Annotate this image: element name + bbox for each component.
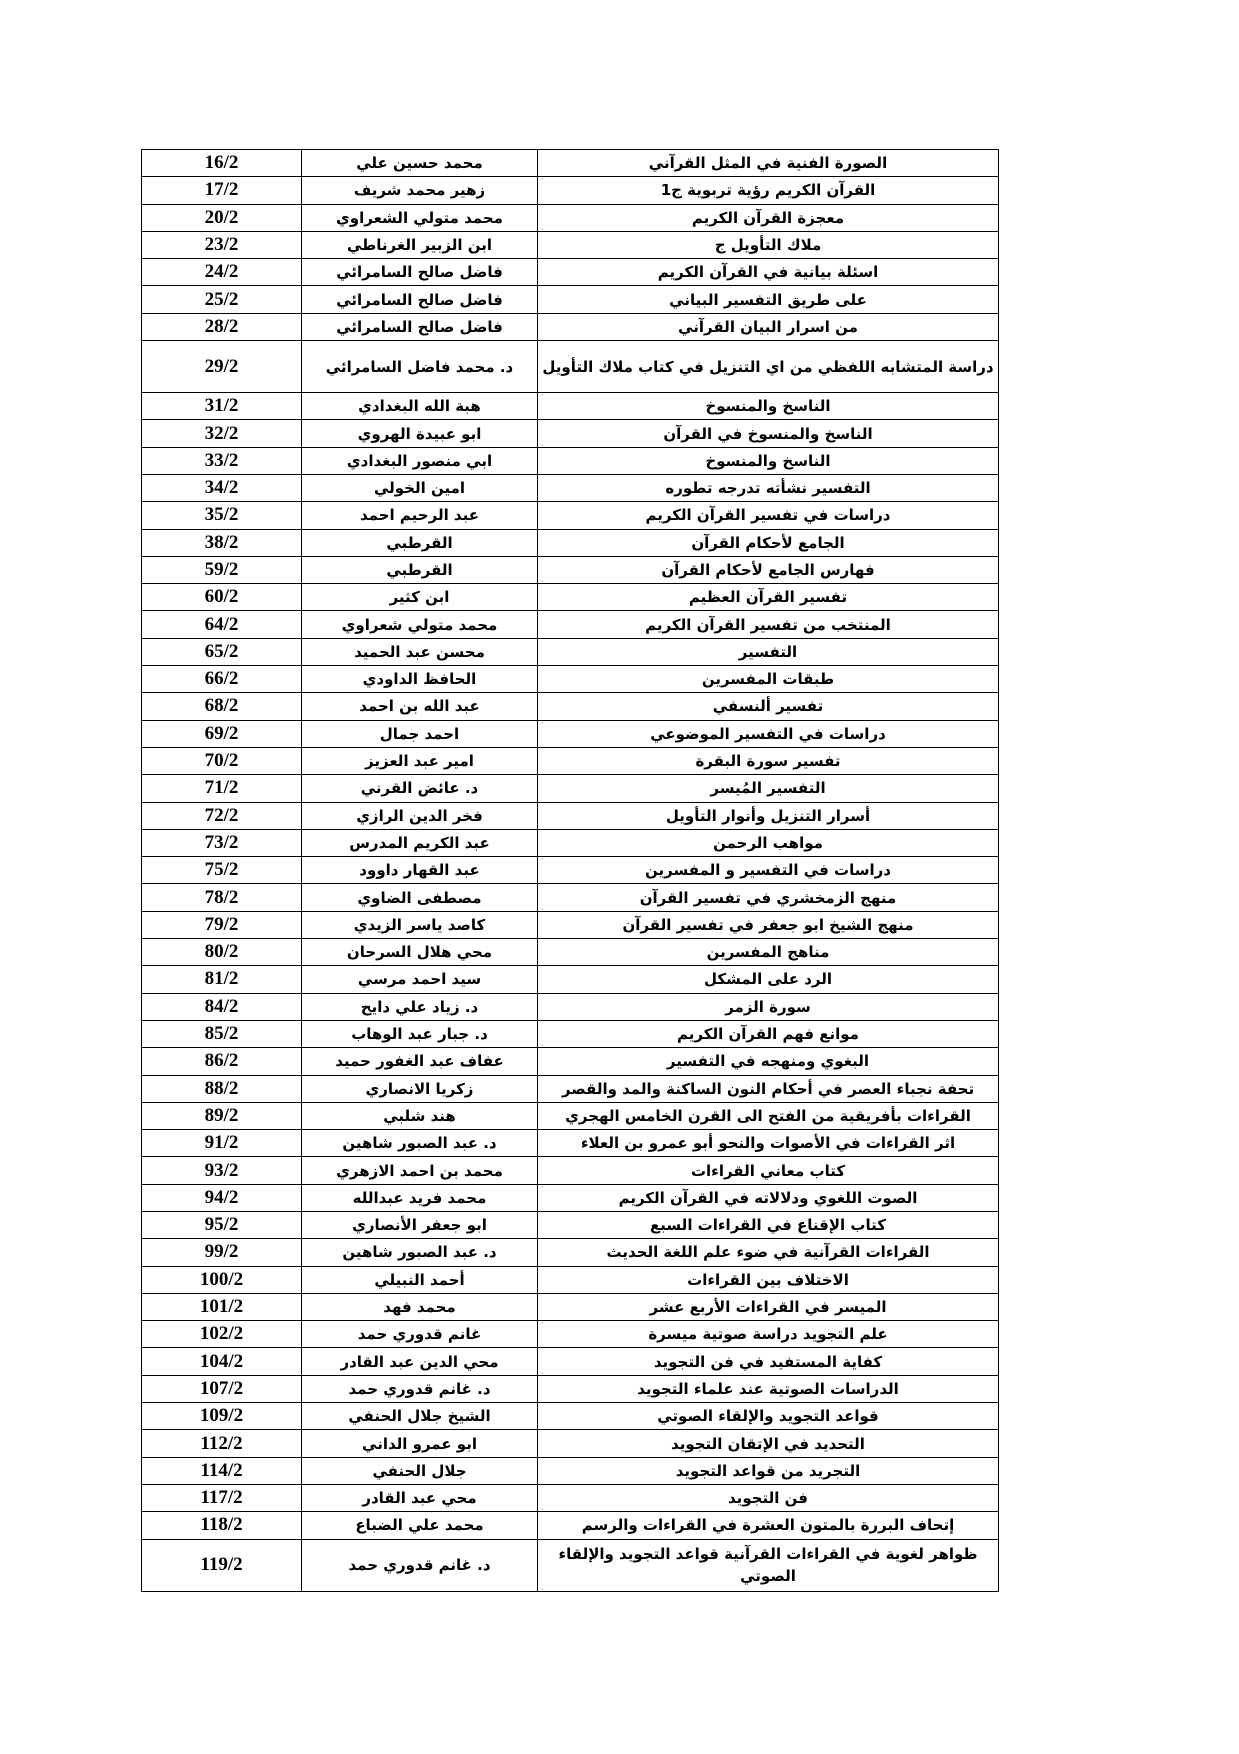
call-number-cell: 29/2 — [142, 341, 302, 393]
author-cell: محمد علي الضباع — [302, 1512, 538, 1539]
table-row — [142, 1512, 999, 1539]
author-cell: محمد فريد عبدالله — [302, 1184, 538, 1211]
table-row — [142, 1375, 999, 1402]
call-number-cell: 102/2 — [142, 1321, 302, 1348]
title-cell: القرآن الكريم رؤية تربوية ج1 — [538, 177, 999, 204]
title-cell: الصوت اللغوي ودلالاته في القرآن الكريم — [538, 1184, 999, 1211]
table-row — [142, 584, 999, 611]
call-number-cell: 81/2 — [142, 966, 302, 993]
title-cell: الاختلاف بين القراءات — [538, 1266, 999, 1293]
table-row — [142, 720, 999, 747]
table-row — [142, 341, 999, 393]
title-cell: دراسات في تفسير القرآن الكريم — [538, 502, 999, 529]
author-cell: محي الدين عبد القادر — [302, 1348, 538, 1375]
table-row — [142, 529, 999, 556]
author-cell: محسن عبد الحميد — [302, 638, 538, 665]
call-number-cell: 38/2 — [142, 529, 302, 556]
author-cell: محمد متولي شعراوي — [302, 611, 538, 638]
call-number-cell: 117/2 — [142, 1484, 302, 1511]
title-cell: إتحاف البررة بالمتون العشرة في القراءات والرسم — [538, 1512, 999, 1539]
table-row — [142, 474, 999, 501]
table-row — [142, 1484, 999, 1511]
author-cell: عفاف عبد الغفور حميد — [302, 1048, 538, 1075]
title-cell: كتاب الإقناع في القراءات السبع — [538, 1211, 999, 1238]
call-number-cell: 34/2 — [142, 474, 302, 501]
call-number-cell: 75/2 — [142, 857, 302, 884]
call-number-cell: 100/2 — [142, 1266, 302, 1293]
title-cell: القراءات القرآنية في ضوء علم اللغة الحديث — [538, 1239, 999, 1266]
call-number-cell: 107/2 — [142, 1375, 302, 1402]
table-row — [142, 1266, 999, 1293]
title-cell: مواهب الرحمن — [538, 829, 999, 856]
call-number-cell: 119/2 — [142, 1539, 302, 1591]
call-number-cell: 23/2 — [142, 231, 302, 258]
author-cell: د. جبار عبد الوهاب — [302, 1020, 538, 1047]
author-cell: ابن كثير — [302, 584, 538, 611]
title-cell: على طريق التفسير البياني — [538, 286, 999, 313]
table-row — [142, 204, 999, 231]
title-cell: سورة الزمر — [538, 993, 999, 1020]
author-cell: زهير محمد شريف — [302, 177, 538, 204]
title-cell: التفسير نشأته تدرجه تطوره — [538, 474, 999, 501]
table-row — [142, 1239, 999, 1266]
title-cell: تفسير القرآن العظيم — [538, 584, 999, 611]
table-row — [142, 747, 999, 774]
table-row — [142, 1348, 999, 1375]
table-row — [142, 666, 999, 693]
title-cell: التجريد من قواعد التجويد — [538, 1457, 999, 1484]
call-number-cell: 16/2 — [142, 150, 302, 177]
table-row — [142, 1403, 999, 1430]
title-cell: فن التجويد — [538, 1484, 999, 1511]
author-cell: القرطبي — [302, 529, 538, 556]
title-cell: معجزة القرآن الكريم — [538, 204, 999, 231]
call-number-cell: 24/2 — [142, 259, 302, 286]
title-cell: ظواهر لغوية في القراءات القرآنية قواعد التجويد والإلقاء الصوتي — [538, 1539, 999, 1591]
table-row — [142, 1157, 999, 1184]
author-cell: غانم قدوري حمد — [302, 1321, 538, 1348]
author-cell: جلال الحنفي — [302, 1457, 538, 1484]
call-number-cell: 109/2 — [142, 1403, 302, 1430]
table-row — [142, 611, 999, 638]
table-row — [142, 693, 999, 720]
title-cell: طبقات المفسرين — [538, 666, 999, 693]
author-cell: امين الخولي — [302, 474, 538, 501]
call-number-cell: 66/2 — [142, 666, 302, 693]
table-row — [142, 420, 999, 447]
title-cell: الدراسات الصوتية عند علماء التجويد — [538, 1375, 999, 1402]
table-row — [142, 556, 999, 583]
author-cell: امير عبد العزيز — [302, 747, 538, 774]
table-row — [142, 313, 999, 340]
author-cell: فاضل صالح السامرائي — [302, 259, 538, 286]
table-row — [142, 966, 999, 993]
table-row — [142, 911, 999, 938]
title-cell: التفسير — [538, 638, 999, 665]
author-cell: فاضل صالح السامرائي — [302, 286, 538, 313]
call-number-cell: 33/2 — [142, 447, 302, 474]
author-cell: محمد حسين علي — [302, 150, 538, 177]
title-cell: الناسخ والمنسوخ — [538, 447, 999, 474]
table-row — [142, 1539, 999, 1591]
call-number-cell: 78/2 — [142, 884, 302, 911]
call-number-cell: 84/2 — [142, 993, 302, 1020]
table-row — [142, 1430, 999, 1457]
call-number-cell: 32/2 — [142, 420, 302, 447]
author-cell: محي هلال السرحان — [302, 939, 538, 966]
author-cell: عبد الله بن احمد — [302, 693, 538, 720]
title-cell: دراسات في التفسير الموضوعي — [538, 720, 999, 747]
title-cell: الجامع لأحكام القرآن — [538, 529, 999, 556]
call-number-cell: 88/2 — [142, 1075, 302, 1102]
table-row — [142, 1321, 999, 1348]
author-cell: د. محمد فاضل السامرائي — [302, 341, 538, 393]
call-number-cell: 64/2 — [142, 611, 302, 638]
author-cell: فخر الدين الرازي — [302, 802, 538, 829]
call-number-cell: 91/2 — [142, 1130, 302, 1157]
title-cell: الميسر في القراءات الأربع عشر — [538, 1293, 999, 1320]
title-cell: المنتخب من تفسير القرآن الكريم — [538, 611, 999, 638]
author-cell: د. عبد الصبور شاهين — [302, 1239, 538, 1266]
call-number-cell: 59/2 — [142, 556, 302, 583]
call-number-cell: 94/2 — [142, 1184, 302, 1211]
table-row — [142, 177, 999, 204]
call-number-cell: 114/2 — [142, 1457, 302, 1484]
author-cell: زكريا الانصاري — [302, 1075, 538, 1102]
table-row — [142, 993, 999, 1020]
author-cell: محمد فهد — [302, 1293, 538, 1320]
author-cell: محي عبد القادر — [302, 1484, 538, 1511]
author-cell: هند شلبي — [302, 1102, 538, 1129]
author-cell: د. عائض القرني — [302, 775, 538, 802]
call-number-cell: 68/2 — [142, 693, 302, 720]
author-cell: د. غانم قدوري حمد — [302, 1375, 538, 1402]
title-cell: تحفة نجباء العصر في أحكام النون الساكنة والمد والقصر — [538, 1075, 999, 1102]
title-cell: اثر القراءات في الأصوات والنحو أبو عمرو بن العلاء — [538, 1130, 999, 1157]
table-row — [142, 775, 999, 802]
author-cell: كاصد ياسر الزيدي — [302, 911, 538, 938]
author-cell: د. غانم قدوري حمد — [302, 1539, 538, 1591]
call-number-cell: 89/2 — [142, 1102, 302, 1129]
table-row — [142, 1211, 999, 1238]
call-number-cell: 101/2 — [142, 1293, 302, 1320]
table-row — [142, 829, 999, 856]
book-catalog-table — [141, 149, 999, 1592]
table-row — [142, 502, 999, 529]
call-number-cell: 69/2 — [142, 720, 302, 747]
table-row — [142, 1048, 999, 1075]
call-number-cell: 118/2 — [142, 1512, 302, 1539]
title-cell: كفاية المستفيد في فن التجويد — [538, 1348, 999, 1375]
catalog-body — [142, 150, 999, 1592]
author-cell: سيد احمد مرسي — [302, 966, 538, 993]
title-cell: منهج الشيخ ابو جعفر في تفسير القرآن — [538, 911, 999, 938]
call-number-cell: 28/2 — [142, 313, 302, 340]
table-row — [142, 939, 999, 966]
table-row — [142, 1457, 999, 1484]
title-cell: دراسات في التفسير و المفسرين — [538, 857, 999, 884]
author-cell: أحمد النبيلي — [302, 1266, 538, 1293]
call-number-cell: 80/2 — [142, 939, 302, 966]
title-cell: دراسة المتشابه اللفظي من اي التنزيل في كتاب ملاك التأويل — [538, 341, 999, 393]
title-cell: تفسير ألنسفي — [538, 693, 999, 720]
call-number-cell: 85/2 — [142, 1020, 302, 1047]
author-cell: ابو عبيدة الهروي — [302, 420, 538, 447]
author-cell: فاضل صالح السامرائي — [302, 313, 538, 340]
table-row — [142, 447, 999, 474]
title-cell: الصورة الفنية في المثل القرآني — [538, 150, 999, 177]
call-number-cell: 71/2 — [142, 775, 302, 802]
call-number-cell: 17/2 — [142, 177, 302, 204]
title-cell: أسرار التنزيل وأنوار التأويل — [538, 802, 999, 829]
table-row — [142, 857, 999, 884]
title-cell: الرد على المشكل — [538, 966, 999, 993]
author-cell: د. زياد علي دايح — [302, 993, 538, 1020]
author-cell: احمد جمال — [302, 720, 538, 747]
call-number-cell: 104/2 — [142, 1348, 302, 1375]
call-number-cell: 112/2 — [142, 1430, 302, 1457]
table-row — [142, 1075, 999, 1102]
title-cell: كتاب معاني القراءات — [538, 1157, 999, 1184]
title-cell: التفسير المُيسر — [538, 775, 999, 802]
call-number-cell: 60/2 — [142, 584, 302, 611]
call-number-cell: 79/2 — [142, 911, 302, 938]
table-row — [142, 1102, 999, 1129]
author-cell: د. عبد الصبور شاهين — [302, 1130, 538, 1157]
call-number-cell: 72/2 — [142, 802, 302, 829]
author-cell: عبد القهار داوود — [302, 857, 538, 884]
call-number-cell: 99/2 — [142, 1239, 302, 1266]
author-cell: عبد الكريم المدرس — [302, 829, 538, 856]
author-cell: محمد متولي الشعراوي — [302, 204, 538, 231]
title-cell: منهج الزمخشري في تفسير القرآن — [538, 884, 999, 911]
table-row — [142, 259, 999, 286]
title-cell: قواعد التجويد والإلقاء الصوتي — [538, 1403, 999, 1430]
title-cell: التحديد في الإتقان التجويد — [538, 1430, 999, 1457]
call-number-cell: 65/2 — [142, 638, 302, 665]
table-row — [142, 1293, 999, 1320]
title-cell: مناهج المفسرين — [538, 939, 999, 966]
table-row — [142, 1020, 999, 1047]
title-cell: موانع فهم القرآن الكريم — [538, 1020, 999, 1047]
call-number-cell: 20/2 — [142, 204, 302, 231]
table-row — [142, 638, 999, 665]
table-row — [142, 1130, 999, 1157]
author-cell: القرطبي — [302, 556, 538, 583]
call-number-cell: 35/2 — [142, 502, 302, 529]
title-cell: ملاك التأويل ج — [538, 231, 999, 258]
title-cell: البغوي ومنهجه في التفسير — [538, 1048, 999, 1075]
title-cell: اسئلة بيانية في القرآن الكريم — [538, 259, 999, 286]
title-cell: تفسير سورة البقرة — [538, 747, 999, 774]
author-cell: محمد بن احمد الازهري — [302, 1157, 538, 1184]
author-cell: الحافظ الداودي — [302, 666, 538, 693]
call-number-cell: 73/2 — [142, 829, 302, 856]
author-cell: ابن الزبير الغرناطي — [302, 231, 538, 258]
table-row — [142, 150, 999, 177]
call-number-cell: 31/2 — [142, 393, 302, 420]
title-cell: الناسخ والمنسوخ في القرآن — [538, 420, 999, 447]
author-cell: ابو عمرو الداني — [302, 1430, 538, 1457]
author-cell: الشيخ جلال الحنفي — [302, 1403, 538, 1430]
call-number-cell: 86/2 — [142, 1048, 302, 1075]
table-row — [142, 286, 999, 313]
title-cell: الناسخ والمنسوخ — [538, 393, 999, 420]
author-cell: مصطفى الضاوي — [302, 884, 538, 911]
call-number-cell: 70/2 — [142, 747, 302, 774]
call-number-cell: 93/2 — [142, 1157, 302, 1184]
call-number-cell: 95/2 — [142, 1211, 302, 1238]
author-cell: ابي منصور البغدادي — [302, 447, 538, 474]
author-cell: هبة الله البغدادي — [302, 393, 538, 420]
title-cell: فهارس الجامع لأحكام القرآن — [538, 556, 999, 583]
table-row — [142, 393, 999, 420]
call-number-cell: 25/2 — [142, 286, 302, 313]
table-row — [142, 1184, 999, 1211]
title-cell: القراءات بأفريقية من الفتح الى القرن الخامس الهجري — [538, 1102, 999, 1129]
title-cell: من اسرار البيان القرآني — [538, 313, 999, 340]
title-cell: علم التجويد دراسة صوتية ميسرة — [538, 1321, 999, 1348]
table-row — [142, 884, 999, 911]
table-row — [142, 802, 999, 829]
author-cell: عبد الرحيم احمد — [302, 502, 538, 529]
table-row — [142, 231, 999, 258]
author-cell: ابو جعفر الأنصاري — [302, 1211, 538, 1238]
